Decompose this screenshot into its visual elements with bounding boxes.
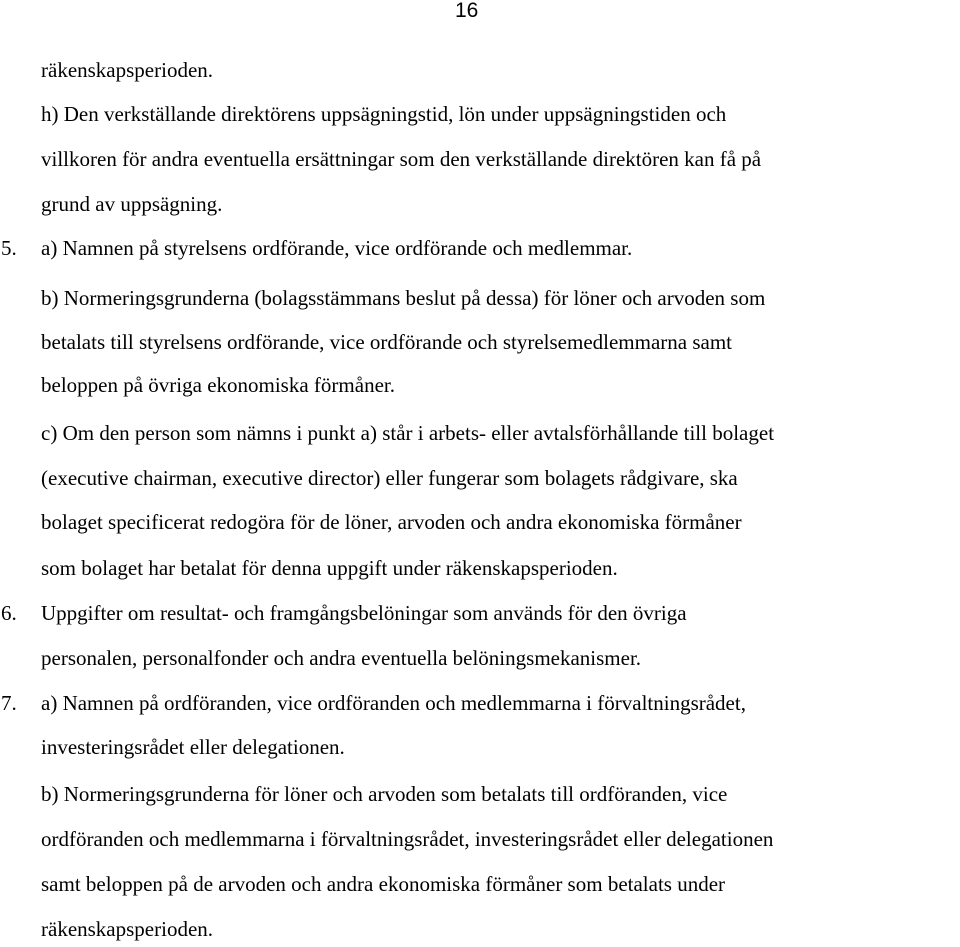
text-line: räkenskapsperioden. xyxy=(41,917,214,941)
text-line: personalen, personalfonder och andra eventuella belöningsmekanismer. xyxy=(41,646,642,670)
text-line: (executive chairman, executive director) eller fungerar som bolagets rådgivare, ska xyxy=(41,466,738,490)
text-line: ordföranden och medlemmarna i förvaltningsrådet, investeringsrådet eller delegationen xyxy=(41,827,774,851)
text-line: h) Den verkställande direktörens uppsägningstid, lön under uppsägningstiden och xyxy=(41,102,727,126)
list-number: 6. xyxy=(1,601,17,625)
text-line: grund av uppsägning. xyxy=(41,192,223,216)
text-line: som bolaget har betalat för denna uppgift under räkenskapsperioden. xyxy=(41,556,618,580)
text-line: a) Namnen på ordföranden, vice ordföranden och medlemmarna i förvaltningsrådet, xyxy=(41,691,746,715)
text-line: villkoren för andra eventuella ersättningar som den verkställande direktören kan få på xyxy=(41,147,762,171)
text-line: b) Normeringsgrunderna för löner och arvoden som betalats till ordföranden, vice xyxy=(41,782,728,806)
page-number: 16 xyxy=(455,0,479,22)
text-line: a) Namnen på styrelsens ordförande, vice ordförande och medlemmar. xyxy=(41,236,633,260)
text-line: c) Om den person som nämns i punkt a) står i arbets- eller avtalsförhållande till bolaget xyxy=(41,421,775,445)
text-line: räkenskapsperioden. xyxy=(41,58,214,82)
list-number: 5. xyxy=(1,236,17,260)
list-number: 7. xyxy=(1,691,17,715)
text-line: betalats till styrelsens ordförande, vice ordförande och styrelsemedlemmarna samt xyxy=(41,330,733,354)
text-line: b) Normeringsgrunderna (bolagsstämmans beslut på dessa) för löner och arvoden som xyxy=(41,286,766,310)
text-line: samt beloppen på de arvoden och andra ekonomiska förmåner som betalats under xyxy=(41,872,726,896)
text-line: Uppgifter om resultat- och framgångsbelöningar som används för den övriga xyxy=(41,601,687,625)
text-line: beloppen på övriga ekonomiska förmåner. xyxy=(41,373,395,397)
text-line: investeringsrådet eller delegationen. xyxy=(41,735,345,759)
text-line: bolaget specificerat redogöra för de löner, arvoden och andra ekonomiska förmåner xyxy=(41,510,742,534)
